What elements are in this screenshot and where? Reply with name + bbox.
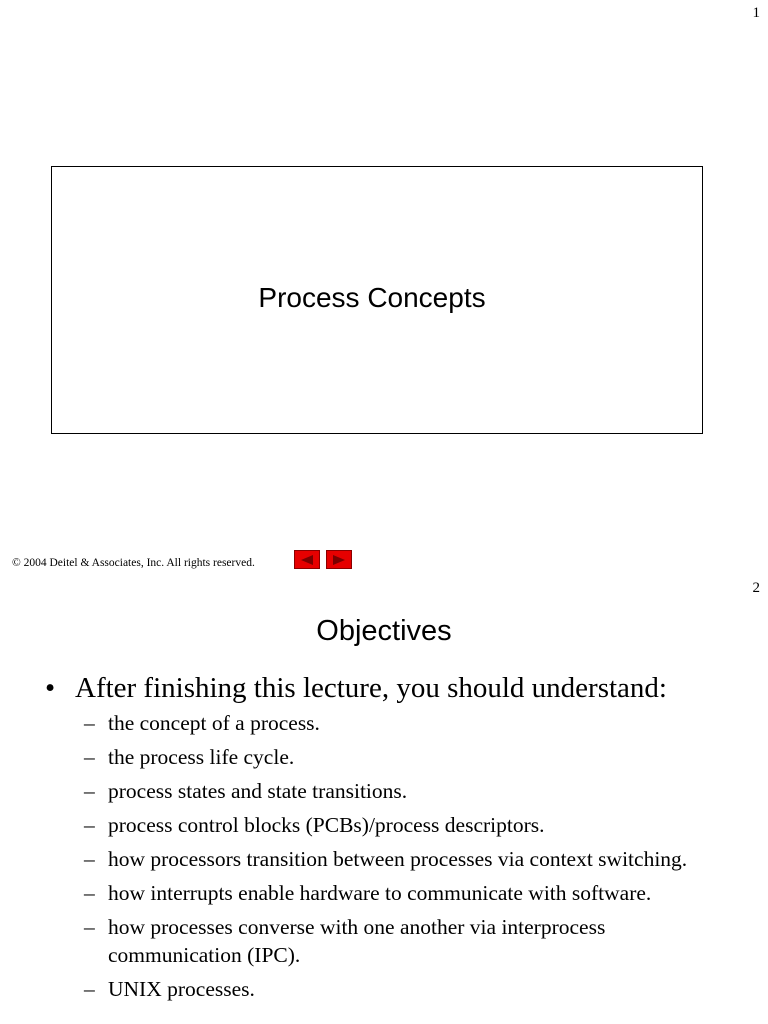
page-number: 2	[752, 580, 760, 596]
right-arrow-icon	[332, 555, 346, 565]
list-item	[84, 709, 744, 737]
list-item-text: how interrupts enable hardware to communicate with software.	[108, 881, 652, 905]
list-item	[84, 913, 744, 969]
list-item-text: the concept of a process.	[108, 711, 320, 735]
copyright-notice: © 2004 Deitel & Associates, Inc. All rights reserved.	[12, 557, 255, 569]
dash-icon: –	[84, 779, 95, 803]
next-slide-button[interactable]	[326, 550, 352, 569]
objectives-list	[84, 709, 744, 1009]
list-item-text: process states and state transitions.	[108, 779, 408, 803]
dash-icon: –	[84, 847, 95, 871]
list-item-text: process control blocks (PCBs)/process descriptors.	[108, 813, 545, 837]
list-item-text: UNIX processes.	[108, 977, 255, 1001]
list-item-text: how processes converse with one another via interprocess communication (IPC).	[108, 915, 606, 967]
left-arrow-icon	[300, 555, 314, 565]
objectives-title: Objectives	[316, 615, 452, 647]
list-item-text: the process life cycle.	[108, 745, 295, 769]
dash-icon: –	[84, 711, 95, 735]
list-item	[84, 743, 744, 771]
dash-icon: –	[84, 915, 95, 939]
dash-icon: –	[84, 881, 95, 905]
list-item	[84, 879, 744, 907]
list-item	[84, 777, 744, 805]
page-number: 1	[752, 5, 760, 21]
dash-icon: –	[84, 977, 95, 1001]
dash-icon: –	[84, 745, 95, 769]
main-bullet	[45, 670, 667, 706]
list-item	[84, 811, 744, 839]
list-item-text: how processors transition between processes via context switching.	[108, 847, 688, 871]
main-bullet-text: After finishing this lecture, you should understand:	[75, 672, 667, 704]
list-item	[84, 845, 744, 873]
title-slide-frame	[51, 166, 703, 434]
slide-title: Process Concepts	[258, 282, 486, 313]
dash-icon: –	[84, 813, 95, 837]
bullet-dot-icon: •	[45, 672, 56, 704]
list-item	[84, 975, 744, 1003]
previous-slide-button[interactable]	[294, 550, 320, 569]
